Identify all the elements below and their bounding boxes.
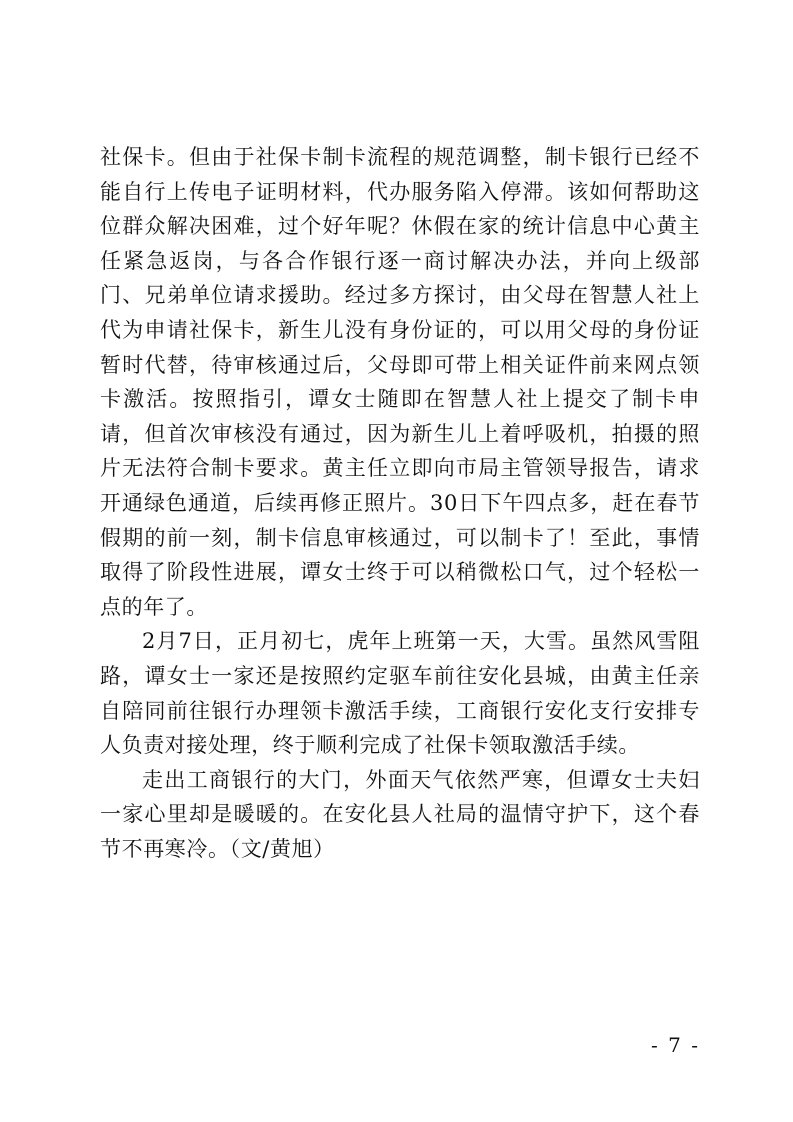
paragraph-closing: 走出工商银行的大门，外面天气依然严寒，但谭女士夫妇一家心里却是暖暖的。在安化县人社局的温情守护下，这个春节不再寒冷。（文/黄旭） [100,767,700,861]
article-body [100,140,700,866]
page-number: - 7 - [651,1033,700,1057]
paragraph-card-activation: 2月7日，正月初七，虎年上班第一天，大雪。虽然风雪阻路，谭女士一家还是按照约定驱车前往安化县城，由黄主任亲自陪同前往银行办理领卡激活手续，工商银行安化支行安排专人负责对接处理，终于顺利完成了社保卡领取激活手续。 [100,629,700,758]
paragraph-continuation: 社保卡。但由于社保卡制卡流程的规范调整，制卡银行已经不能自行上传电子证明材料，代办服务陷入停滞。该如何帮助这位群众解决困难，过个好年呢？休假在家的统计信息中心黄主任紧急返岗，与各合作银行逐一商讨解决办法，并向上级部门、兄弟单位请求援助。经过多方探讨，由父母在智慧人社上代为申请社保卡，新生儿没有身份证的，可以用父母的身份证暂时代替，待审核通过后，父母即可带上相关证件前来网点领卡激活。按照指引，谭女士随即在智慧人社上提交了制卡申请，但首次审核没有通过，因为新生儿上着呼吸机，拍摄的照片无法符合制卡要求。黄主任立即向市局主管领导报告，请求开通绿色通道，后续再修正照片。30日下午四点多，赶在春节假期的前一刻，制卡信息审核通过，可以制卡了！至此，事情取得了阶段性进展，谭女士终于可以稍微松口气，过个轻松一点的年了。 [100,145,700,619]
